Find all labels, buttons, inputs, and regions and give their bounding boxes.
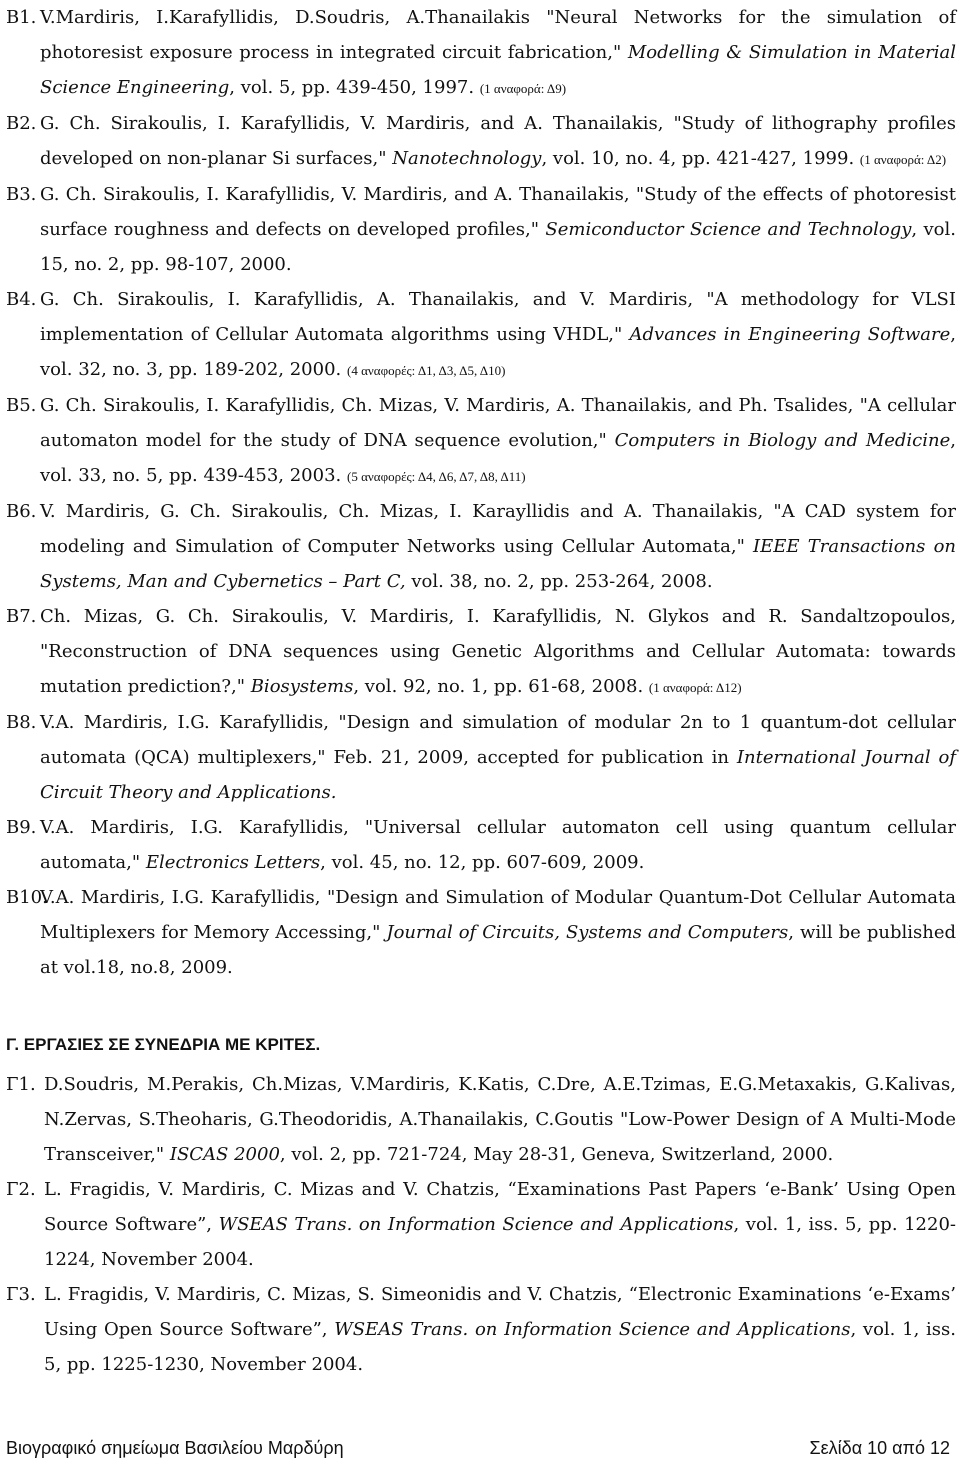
reference-text: [40, 705, 956, 810]
reference-text: [40, 177, 956, 282]
reference-pre: G. Ch. Sirakoulis, I. Karafyllidis, V. Mardiris, and A. Thanailakis, "Study of lithography profiles developed on non-planar Si surfaces,": [40, 113, 956, 169]
reference-text: [40, 810, 956, 880]
reference-venue: Computers in Biology and Medicine: [614, 430, 951, 451]
reference-venue: ISCAS 2000: [169, 1144, 280, 1165]
reference-entry: [6, 1172, 956, 1277]
reference-entry: [6, 282, 956, 388]
reference-number: Γ3.: [6, 1284, 36, 1305]
reference-venue: Modelling & Simulation in Material Science Engineering: [40, 42, 956, 98]
reference-post: , will be published at vol.18, no.8, 2009.: [40, 922, 956, 978]
footer-title: Βιογραφικό σημείωμα Βασιλείου Μαρδύρη: [6, 1438, 344, 1458]
reference-number: B3.: [6, 184, 37, 205]
reference-venue: WSEAS Trans. on Information Science and Applications: [334, 1319, 851, 1340]
reference-venue: Journal of Circuits, Systems and Computers: [386, 922, 789, 943]
reference-venue: WSEAS Trans. on Information Science and Applications: [218, 1214, 734, 1235]
reference-venue: International Journal of Circuit Theory and Applications.: [40, 747, 957, 803]
reference-number: B2.: [6, 113, 37, 134]
reference-text: [40, 599, 956, 705]
reference-post: , vol. 15, no. 2, pp. 98-107, 2000.: [40, 219, 957, 275]
reference-entry: [6, 599, 956, 705]
reference-pre: Ch. Mizas, G. Ch. Sirakoulis, V. Mardiris, I. Karafyllidis, N. Glykos and R. Sandaltzopoulos, "Reconstruction of DNA sequences using Genetic Algorithms and Cellular Automata: towards mutation prediction?,": [40, 606, 956, 697]
reference-cite: (1 αναφορά: Δ12): [648, 680, 742, 695]
reference-entry: [6, 177, 956, 282]
conference-publications-list: [6, 1067, 956, 1382]
reference-venue: Semiconductor Science and Technology: [545, 219, 912, 240]
reference-pre: G. Ch. Sirakoulis, I. Karafyllidis, V. Mardiris, and A. Thanailakis, "Study of the effects of photoresist surface roughness and defects on developed profiles,": [40, 184, 956, 240]
reference-pre: L. Fragidis, V. Mardiris, C. Mizas, S. Simeonidis and V. Chatzis, “Electronic Examinations ‘e-Exams’ Using Open Source Software”,: [44, 1284, 956, 1340]
reference-entry: [6, 880, 956, 985]
reference-number: B4.: [6, 289, 37, 310]
reference-post: , vol. 32, no. 3, pp. 189-202, 2000.: [40, 324, 956, 380]
reference-entry: [6, 106, 956, 177]
reference-number: Γ2.: [6, 1179, 36, 1200]
reference-number: B9.: [6, 817, 37, 838]
reference-pre: L. Fragidis, V. Mardiris, C. Mizas and V. Chatzis, “Examinations Past Papers ‘e-Bank’ Using Open Source Software”,: [44, 1179, 956, 1235]
reference-post: vol. 38, no. 2, pp. 253-264, 2008.: [405, 571, 713, 592]
reference-pre: G. Ch. Sirakoulis, I. Karafyllidis, A. Thanailakis, and V. Mardiris, "A methodology for VLSI implementation of Cellular Automata algorithms using VHDL,": [40, 289, 956, 345]
reference-text: [40, 880, 956, 985]
reference-number: B8.: [6, 712, 37, 733]
reference-post: , vol. 1, iss. 5, pp. 1220-1224, November 2004.: [44, 1214, 956, 1270]
reference-pre: V.A. Mardiris, I.G. Karafyllidis, "Design and Simulation of Modular Quantum-Dot Cellular Automata Multiplexers for Memory Accessing,": [40, 887, 956, 943]
reference-text: [44, 1277, 956, 1382]
reference-cite: (1 αναφορά: Δ9): [479, 81, 567, 96]
reference-number: B1.: [6, 7, 37, 28]
section-heading: Γ. ΕΡΓΑΣΙΕΣ ΣΕ ΣΥΝΕΔΡΙΑ ΜΕ ΚΡΙΤΕΣ.: [6, 1035, 321, 1054]
reference-number: B6.: [6, 501, 37, 522]
reference-text: [40, 106, 956, 177]
reference-entry: [6, 810, 956, 880]
reference-cite: (5 αναφορές: Δ4, Δ6, Δ7, Δ8, Δ11): [347, 469, 526, 484]
reference-pre: D.Soudris, M.Perakis, Ch.Mizas, V.Mardiris, K.Katis, C.Dre, A.E.Tzimas, E.G.Metaxakis, G.Kalivas, N.Zervas, S.Theoharis, G.Theodoridis, A.Thanailakis, C.Goutis "Low-Power Design of A Multi-Mode Transceiver,": [44, 1074, 956, 1165]
reference-text: [40, 494, 956, 599]
reference-venue: Biosystems: [250, 676, 354, 697]
reference-venue: Advances in Engineering Software: [629, 324, 951, 345]
reference-text: [40, 282, 956, 388]
reference-entry: [6, 1277, 956, 1382]
reference-venue: Nanotechnology: [392, 148, 542, 169]
reference-venue: Electronics Letters: [145, 852, 321, 873]
reference-post: , vol. 1, iss. 5, pp. 1225-1230, November 2004.: [44, 1319, 957, 1375]
reference-number: B7.: [6, 606, 37, 627]
reference-post: , vol. 5, pp. 439-450, 1997.: [229, 77, 475, 98]
reference-post: , vol. 10, no. 4, pp. 421-427, 1999.: [541, 148, 855, 169]
reference-entry: [6, 1067, 956, 1172]
reference-text: [44, 1067, 956, 1172]
reference-text: [40, 0, 956, 106]
reference-entry: [6, 494, 956, 599]
reference-pre: V.A. Mardiris, I.G. Karafyllidis, "Design and simulation of modular 2n to 1 quantum-dot cellular automata (QCA) multiplexers," Feb. 21, 2009, accepted for publication in: [40, 712, 956, 768]
reference-pre: V.A. Mardiris, I.G. Karafyllidis, "Universal cellular automaton cell using quantum cellular automata,": [40, 817, 956, 873]
reference-pre: V. Mardiris, G. Ch. Sirakoulis, Ch. Mizas, I. Karayllidis and A. Thanailakis, "A CAD system for modeling and Simulation of Computer Networks using Cellular Automata,": [40, 501, 956, 557]
reference-post: , vol. 92, no. 1, pp. 61-68, 2008.: [353, 676, 644, 697]
reference-cite: (1 αναφορά: Δ2): [859, 152, 947, 167]
reference-post: , vol. 33, no. 5, pp. 439-453, 2003.: [40, 430, 957, 486]
reference-number: B5.: [6, 395, 37, 416]
reference-number: Γ1.: [6, 1074, 36, 1095]
reference-entry: [6, 705, 956, 810]
reference-post: , vol. 2, pp. 721-724, May 28-31, Geneva, Switzerland, 2000.: [279, 1144, 834, 1165]
reference-text: [44, 1172, 956, 1277]
reference-text: [40, 388, 956, 494]
reference-number: B10.: [6, 887, 48, 908]
reference-post: , vol. 45, no. 12, pp. 607-609, 2009.: [320, 852, 645, 873]
reference-pre: G. Ch. Sirakoulis, I. Karafyllidis, Ch. Mizas, V. Mardiris, A. Thanailakis, and Ph. Tsalides, "A cellular automaton model for the study of DNA sequence evolution,": [40, 395, 956, 451]
reference-entry: [6, 0, 956, 106]
reference-venue: IEEE Transactions on Systems, Man and Cybernetics – Part C,: [40, 536, 956, 592]
reference-entry: [6, 388, 956, 494]
entries-container: [6, 0, 956, 1382]
footer-page-number: Σελίδα 10 από 12: [809, 1438, 950, 1458]
reference-cite: (4 αναφορές: Δ1, Δ3, Δ5, Δ10): [347, 363, 506, 378]
reference-pre: V.Mardiris, I.Karafyllidis, D.Soudris, A.Thanailakis "Neural Networks for the simulation of photoresist exposure process in integrated circuit fabrication,": [40, 7, 956, 63]
journal-publications-list: [6, 0, 956, 985]
